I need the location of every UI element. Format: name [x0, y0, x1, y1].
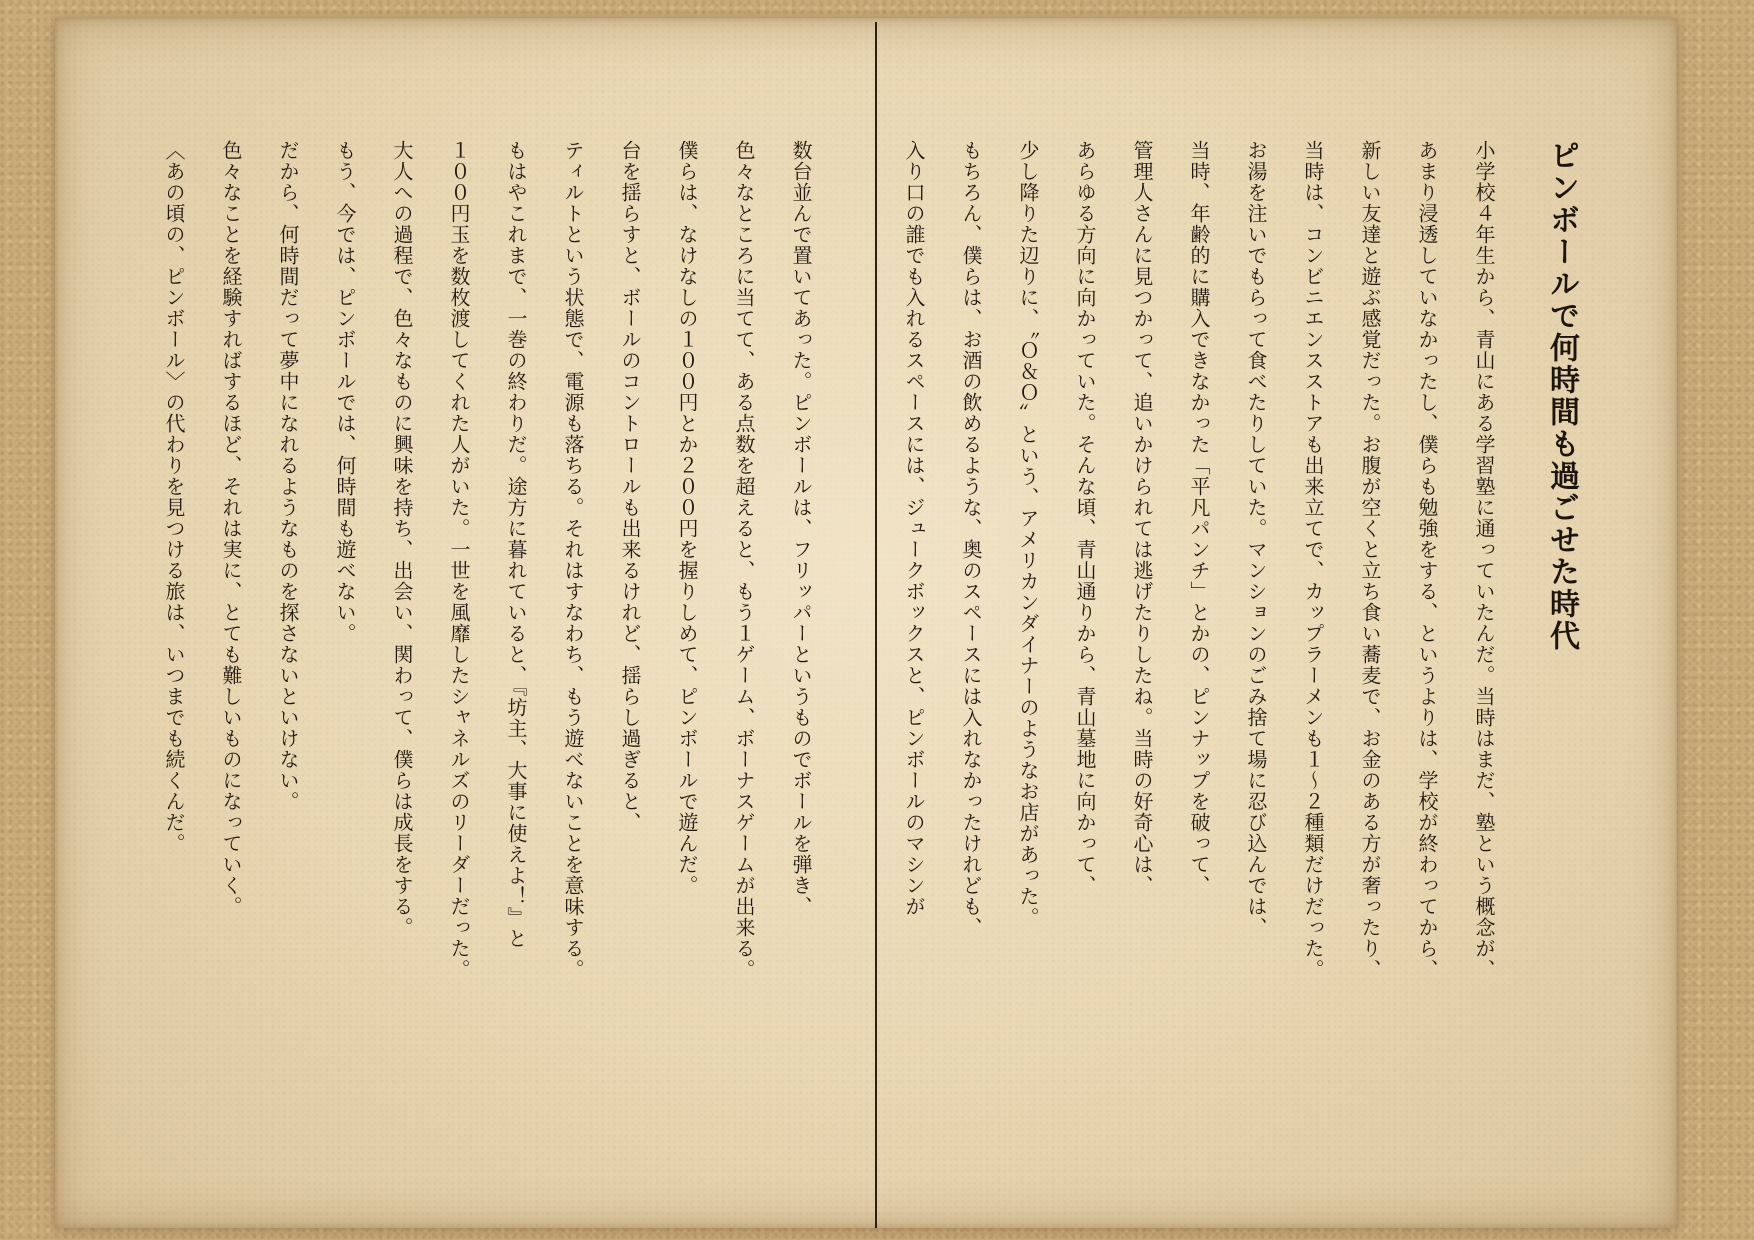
right-page [885, 140, 1584, 1210]
text-line: 当時は、コンビニエンスストアも出来立てで、カップラーメンも１〜２種類だけだった。 [1301, 140, 1325, 980]
page-divider [875, 22, 877, 1228]
text-line: １００円玉を数枚渡してくれた人がいた。一世を風靡したシャネルズのリーダーだった。 [447, 140, 471, 980]
left-page [145, 140, 829, 1210]
text-line: 数台並んで置いてあった。ピンボールは、フリッパーというものでボールを弾き、 [789, 140, 813, 917]
text-line: 色々なことを経験すればするほど、それは実に、とても難しいものになっていく。 [219, 140, 243, 917]
text-line: お湯を注いでもらって食べたりしていた。マンションのごみ捨て場に忍び込んでは、 [1244, 140, 1268, 938]
text-line: ティルトという状態で、電源も落ちる。それはすなわち、もう遊べないことを意味する。 [561, 140, 585, 980]
text-line: 色々なところに当てて、ある点数を超えると、もう１ゲーム、ボーナスゲームが出来る。 [732, 140, 756, 980]
text-line: 台を揺らすと、ボールのコントロールも出来るけれど、揺らし過ぎると、 [618, 140, 642, 833]
text-line: 〈あの頃の、ピンボール〉の代わりを見つける旅は、いつまでも続くんだ。 [162, 140, 186, 854]
text-line: もう、今では、ピンボールでは、何時間も遊べない。 [333, 140, 357, 644]
text-line: もはやこれまで、一巻の終わりだ。途方に暮れていると、『坊主、大事に使えよ！』と [504, 140, 528, 949]
text-line: だから、何時間だって夢中になれるようなものを探さないといけない。 [276, 140, 300, 812]
text-line: 小学校４年生から、青山にある学習塾に通っていたんだ。当時はまだ、塾という概念が、 [1472, 140, 1496, 980]
right-page-text [885, 140, 1512, 1210]
text-line: 新しい友達と遊ぶ感覚だった。お腹が空くと立ち食い蕎麦で、お金のある方が奢ったり、 [1358, 140, 1382, 980]
text-line: あらゆる方向に向かっていた。そんな頃、青山通りから、青山墓地に向かって、 [1073, 140, 1097, 896]
text-line: 大人への過程で、色々なものに興味を持ち、出会い、関わって、僕らは成長をする。 [390, 140, 414, 938]
text-line: 入り口の誰でも入れるスペースには、ジュークボックスと、ピンボールのマシンが [902, 140, 926, 917]
text-line: 当時、年齢的に購入できなかった「平凡パンチ」とかの、ピンナップを破って、 [1187, 140, 1211, 896]
text-line: 少し降りた辺りに、〝Ｏ＆Ｏ〟という、アメリカンダイナーのようなお店があった。 [1016, 140, 1040, 928]
text-line: 管理人さんに見つかって、追いかけられては逃げたりしたね。当時の好奇心は、 [1130, 140, 1154, 896]
left-page-text [145, 140, 829, 1210]
text-line: もちろん、僕らは、お酒の飲めるような、奥のスペースには入れなかったけれども、 [959, 140, 983, 938]
text-line: あまり浸透していなかったし、僕らも勉強をする、というよりは、学校が終わってから、 [1415, 140, 1439, 980]
essay-title: ピンボールで何時間も過ごせた時代 [1544, 140, 1579, 652]
text-line: 僕らは、なけなしの１００円とか２００円を握りしめて、ピンボールで遊んだ。 [675, 140, 699, 896]
